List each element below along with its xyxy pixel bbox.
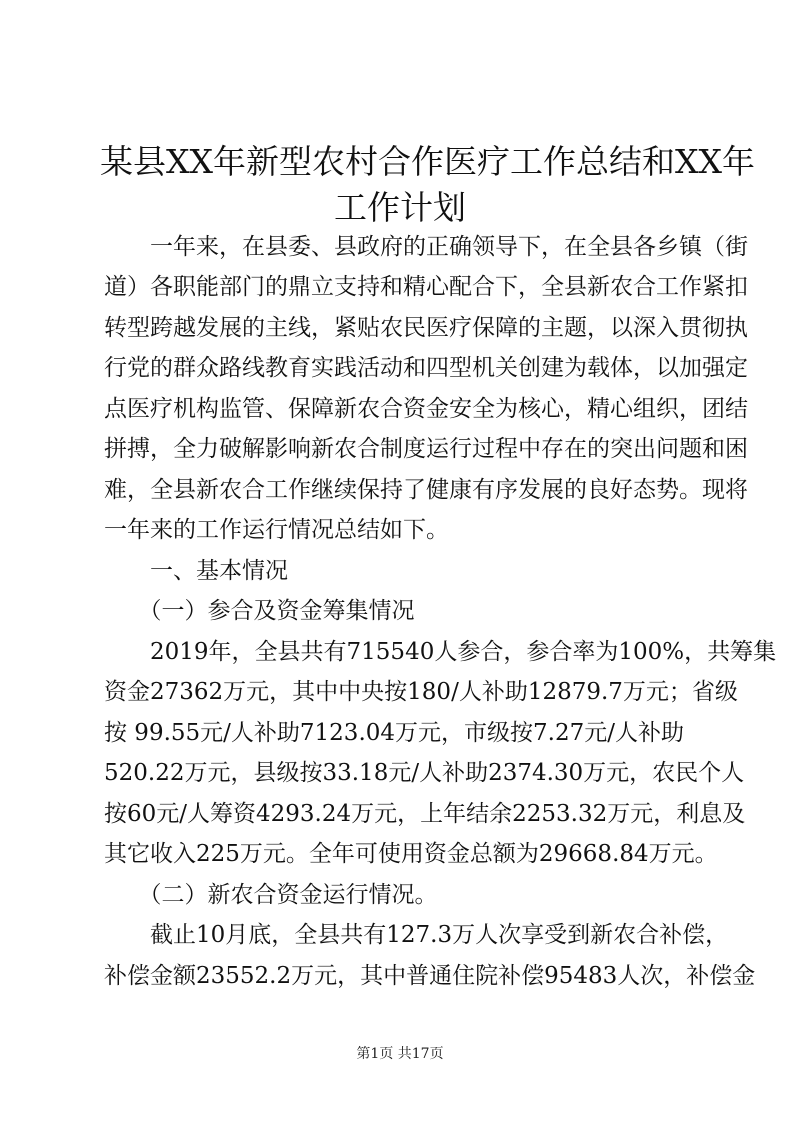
document-title-line-1: 某县XX年新型农村合作医疗工作总结和XX年 bbox=[100, 142, 755, 181]
page-number-footer: 第1页 共17页 bbox=[356, 1046, 444, 1062]
body-line: 补偿金额23552.2万元，其中普通住院补偿95483人次，补偿金 bbox=[104, 963, 756, 989]
body-line: 资金27362万元，其中中央按180/人补助12879.7万元；省级 bbox=[104, 679, 738, 705]
body-line: 一年来，在县委、县政府的正确领导下，在全县各乡镇（街 bbox=[104, 234, 748, 260]
body-line: 转型跨越发展的主线，紧贴农民医疗保障的主题，以深入贯彻执 bbox=[104, 315, 748, 341]
body-line: 一年来的工作运行情况总结如下。 bbox=[104, 517, 449, 543]
subsection-heading: （二）新农合资金运行情况。 bbox=[104, 882, 438, 908]
body-line: 点医疗机构监管、保障新农合资金安全为核心，精心组织，团结 bbox=[104, 396, 748, 422]
body-line: 截止10月底，全县共有127.3万人次享受到新农合补偿， bbox=[104, 922, 729, 948]
subsection-heading: （一）参合及资金筹集情况 bbox=[104, 598, 415, 624]
body-line: 2019年，全县共有715540人参合，参合率为100%，共筹集 bbox=[104, 639, 777, 665]
document-title-line-2: 工作计划 bbox=[334, 188, 466, 227]
body-line: 行党的群众路线教育实践活动和四型机关创建为载体，以加强定 bbox=[104, 355, 748, 381]
body-line: 按60元/人筹资4293.24万元，上年结余2253.32万元，利息及 bbox=[104, 801, 746, 827]
body-line: 按 99.55元/人补助7123.04万元，市级按7.27元/人补助 bbox=[104, 720, 684, 746]
body-line: 其它收入225万元。全年可使用资金总额为29668.84万元。 bbox=[104, 841, 718, 867]
body-line: 拼搏，全力破解影响新农合制度运行过程中存在的突出问题和困 bbox=[104, 436, 748, 462]
body-line: 难，全县新农合工作继续保持了健康有序发展的良好态势。现将 bbox=[104, 477, 748, 503]
body-line: 道）各职能部门的鼎立支持和精心配合下，全县新农合工作紧扣 bbox=[104, 274, 748, 300]
body-line: 520.22万元，县级按33.18元/人补助2374.30万元，农民个人 bbox=[104, 760, 745, 786]
section-heading: 一、基本情况 bbox=[104, 558, 288, 584]
